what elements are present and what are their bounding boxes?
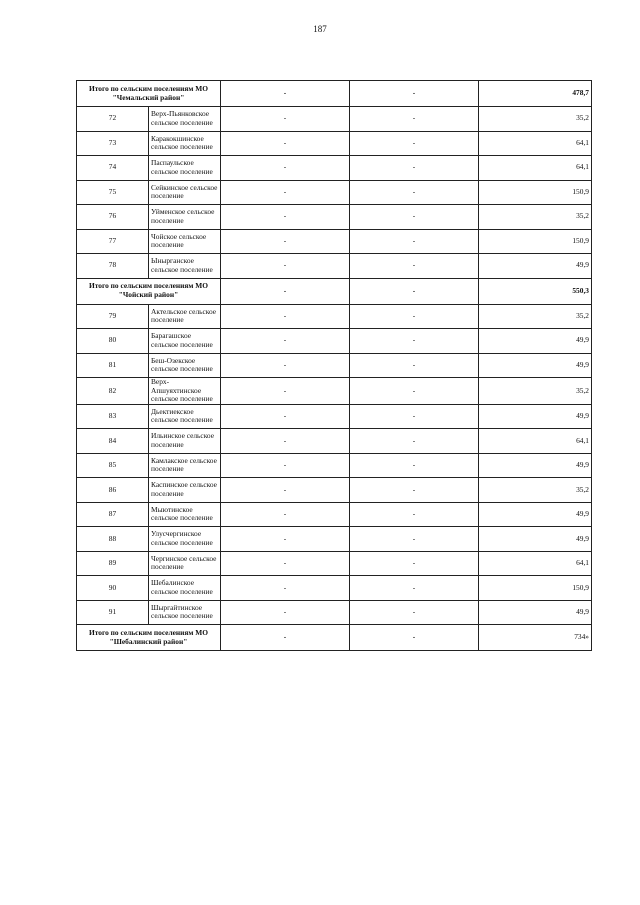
table-row bbox=[77, 304, 592, 329]
table-row bbox=[77, 478, 592, 503]
amount-value: 35,2 bbox=[479, 304, 592, 329]
column-3-value: - bbox=[221, 404, 350, 429]
amount-value: 35,2 bbox=[479, 478, 592, 503]
row-number: 91 bbox=[77, 600, 149, 625]
settlement-name: Шыргайтинское сельское поселение bbox=[149, 600, 221, 625]
column-3-value: - bbox=[221, 205, 350, 230]
table-row bbox=[77, 576, 592, 601]
subtotal-label: Итого по сельским поселениям МО "Чойский район" bbox=[77, 278, 221, 304]
column-4-value: - bbox=[350, 254, 479, 279]
row-number: 73 bbox=[77, 131, 149, 156]
table-row bbox=[77, 551, 592, 576]
settlement-name: Верх-Апшуяхтинское сельское поселение bbox=[149, 378, 221, 405]
amount-value: 35,2 bbox=[479, 378, 592, 405]
settlements-table bbox=[76, 80, 592, 651]
amount-value: 35,2 bbox=[479, 107, 592, 132]
amount-value: 49,9 bbox=[479, 404, 592, 429]
settlement-name: Верх-Пьянковское сельское поселение bbox=[149, 107, 221, 132]
row-number: 81 bbox=[77, 353, 149, 378]
column-3-value: - bbox=[221, 502, 350, 527]
table-row bbox=[77, 229, 592, 254]
row-number: 86 bbox=[77, 478, 149, 503]
settlement-name: Каспинское сельское поселение bbox=[149, 478, 221, 503]
table-row bbox=[77, 329, 592, 354]
row-number: 74 bbox=[77, 156, 149, 181]
subtotal-row bbox=[77, 278, 592, 304]
amount-value: 550,3 bbox=[479, 278, 592, 304]
row-number: 76 bbox=[77, 205, 149, 230]
column-4-value: - bbox=[350, 304, 479, 329]
column-3-value: - bbox=[221, 600, 350, 625]
column-3-value: - bbox=[221, 131, 350, 156]
settlement-name: Чергинское сельское поселение bbox=[149, 551, 221, 576]
column-3-value: - bbox=[221, 81, 350, 107]
table-row bbox=[77, 600, 592, 625]
row-number: 88 bbox=[77, 527, 149, 552]
amount-value: 49,9 bbox=[479, 453, 592, 478]
amount-value: 49,9 bbox=[479, 329, 592, 354]
column-3-value: - bbox=[221, 551, 350, 576]
column-4-value: - bbox=[350, 353, 479, 378]
amount-value: 64,1 bbox=[479, 429, 592, 454]
amount-value: 49,9 bbox=[479, 527, 592, 552]
row-number: 77 bbox=[77, 229, 149, 254]
table-row bbox=[77, 107, 592, 132]
column-4-value: - bbox=[350, 378, 479, 405]
table-row bbox=[77, 180, 592, 205]
column-4-value: - bbox=[350, 453, 479, 478]
table-row bbox=[77, 156, 592, 181]
row-number: 80 bbox=[77, 329, 149, 354]
settlement-name: Актельское сельское поселение bbox=[149, 304, 221, 329]
amount-value: 64,1 bbox=[479, 131, 592, 156]
column-3-value: - bbox=[221, 478, 350, 503]
amount-value: 64,1 bbox=[479, 156, 592, 181]
column-3-value: - bbox=[221, 625, 350, 651]
column-4-value: - bbox=[350, 205, 479, 230]
row-number: 78 bbox=[77, 254, 149, 279]
amount-value: 49,9 bbox=[479, 353, 592, 378]
subtotal-row bbox=[77, 81, 592, 107]
column-4-value: - bbox=[350, 278, 479, 304]
settlement-name: Мыютинское сельское поселение bbox=[149, 502, 221, 527]
row-number: 75 bbox=[77, 180, 149, 205]
column-3-value: - bbox=[221, 329, 350, 354]
subtotal-row bbox=[77, 625, 592, 651]
column-3-value: - bbox=[221, 353, 350, 378]
column-4-value: - bbox=[350, 180, 479, 205]
amount-value: 734» bbox=[479, 625, 592, 651]
column-3-value: - bbox=[221, 429, 350, 454]
column-3-value: - bbox=[221, 229, 350, 254]
table-row bbox=[77, 527, 592, 552]
settlement-name: Каракокшинское сельское поселение bbox=[149, 131, 221, 156]
row-number: 79 bbox=[77, 304, 149, 329]
column-4-value: - bbox=[350, 527, 479, 552]
settlement-name: Уйменское сельское поселение bbox=[149, 205, 221, 230]
row-number: 90 bbox=[77, 576, 149, 601]
column-3-value: - bbox=[221, 278, 350, 304]
table-body bbox=[77, 81, 592, 651]
table-row bbox=[77, 404, 592, 429]
amount-value: 150,9 bbox=[479, 576, 592, 601]
settlement-name: Чойское сельское поселение bbox=[149, 229, 221, 254]
column-3-value: - bbox=[221, 576, 350, 601]
column-3-value: - bbox=[221, 107, 350, 132]
settlement-name: Ынырганское сельское поселение bbox=[149, 254, 221, 279]
settlement-name: Дьектиекское сельское поселение bbox=[149, 404, 221, 429]
table-row bbox=[77, 378, 592, 405]
amount-value: 478,7 bbox=[479, 81, 592, 107]
column-3-value: - bbox=[221, 378, 350, 405]
table-row bbox=[77, 131, 592, 156]
column-3-value: - bbox=[221, 254, 350, 279]
table-row bbox=[77, 205, 592, 230]
amount-value: 49,9 bbox=[479, 502, 592, 527]
column-4-value: - bbox=[350, 502, 479, 527]
column-4-value: - bbox=[350, 576, 479, 601]
column-4-value: - bbox=[350, 329, 479, 354]
table-row bbox=[77, 429, 592, 454]
column-4-value: - bbox=[350, 600, 479, 625]
column-3-value: - bbox=[221, 304, 350, 329]
amount-value: 64,1 bbox=[479, 551, 592, 576]
column-3-value: - bbox=[221, 180, 350, 205]
amount-value: 49,9 bbox=[479, 254, 592, 279]
column-4-value: - bbox=[350, 229, 479, 254]
table-row bbox=[77, 453, 592, 478]
row-number: 82 bbox=[77, 378, 149, 405]
settlement-name: Ильинское сельское поселение bbox=[149, 429, 221, 454]
column-3-value: - bbox=[221, 527, 350, 552]
settlement-name: Беш-Озекское сельское поселение bbox=[149, 353, 221, 378]
row-number: 72 bbox=[77, 107, 149, 132]
column-4-value: - bbox=[350, 429, 479, 454]
amount-value: 150,9 bbox=[479, 229, 592, 254]
column-4-value: - bbox=[350, 131, 479, 156]
column-4-value: - bbox=[350, 551, 479, 576]
settlement-name: Шебалинское сельское поселение bbox=[149, 576, 221, 601]
row-number: 83 bbox=[77, 404, 149, 429]
subtotal-label: Итого по сельским поселениям МО "Шебалинский район" bbox=[77, 625, 221, 651]
settlement-name: Камлакское сельское поселение bbox=[149, 453, 221, 478]
table-row bbox=[77, 502, 592, 527]
column-4-value: - bbox=[350, 81, 479, 107]
column-4-value: - bbox=[350, 156, 479, 181]
subtotal-label: Итого по сельским поселениям МО "Чемальский район" bbox=[77, 81, 221, 107]
column-4-value: - bbox=[350, 478, 479, 503]
settlement-name: Барагашское сельское поселение bbox=[149, 329, 221, 354]
settlement-name: Паспаульское сельское поселение bbox=[149, 156, 221, 181]
page-number: 187 bbox=[313, 24, 327, 34]
table-row bbox=[77, 353, 592, 378]
column-3-value: - bbox=[221, 453, 350, 478]
amount-value: 49,9 bbox=[479, 600, 592, 625]
amount-value: 35,2 bbox=[479, 205, 592, 230]
row-number: 84 bbox=[77, 429, 149, 454]
column-4-value: - bbox=[350, 625, 479, 651]
settlement-name: Улусчергинское сельское поселение bbox=[149, 527, 221, 552]
column-3-value: - bbox=[221, 156, 350, 181]
column-4-value: - bbox=[350, 404, 479, 429]
settlement-name: Сейкинское сельское поселение bbox=[149, 180, 221, 205]
column-4-value: - bbox=[350, 107, 479, 132]
row-number: 87 bbox=[77, 502, 149, 527]
amount-value: 150,9 bbox=[479, 180, 592, 205]
row-number: 85 bbox=[77, 453, 149, 478]
table-row bbox=[77, 254, 592, 279]
row-number: 89 bbox=[77, 551, 149, 576]
